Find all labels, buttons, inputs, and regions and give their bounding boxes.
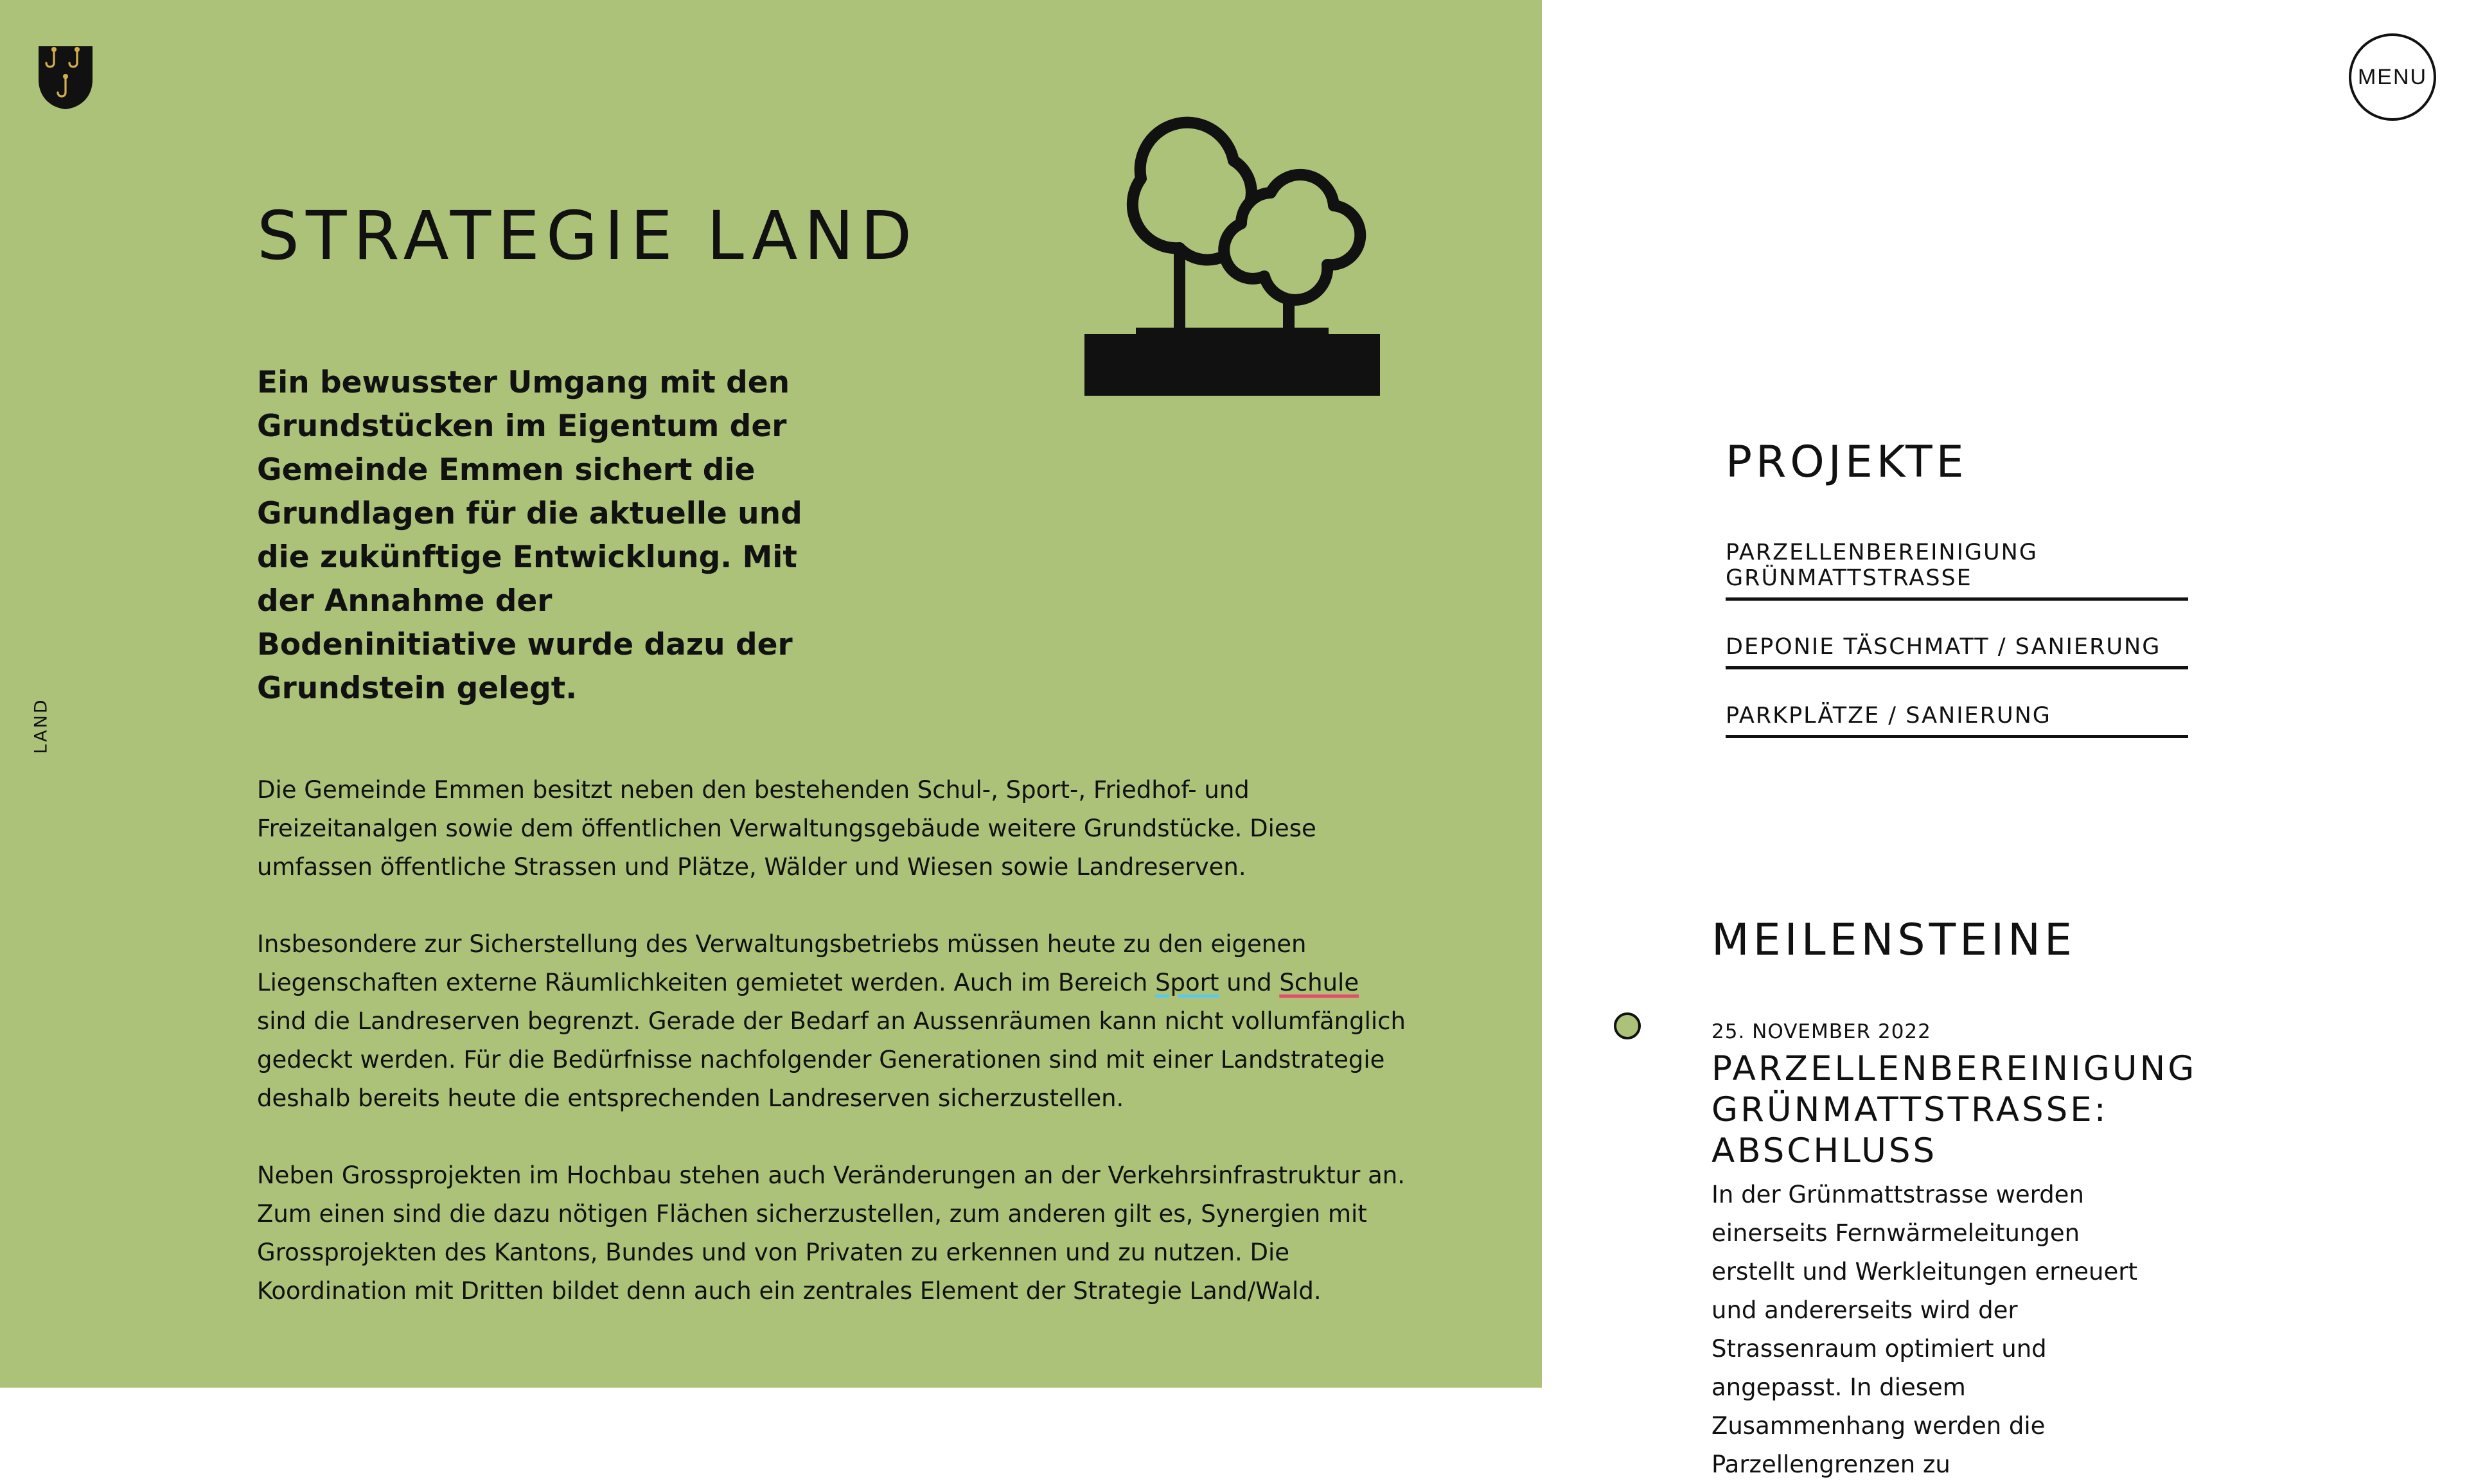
project-link-deponie[interactable]: [1726, 634, 2188, 669]
project-label: GRÜNMATTSTRASSE: [1726, 565, 1972, 591]
milestone-title[interactable]: PARZELLENBEREINIGUNG GRÜNMATTSTRASSE: ABSCHLUSS: [1711, 1049, 2197, 1170]
milestone-text: In der Grünmattstrasse werden einerseits Fernwärmeleitungen erstellt und Werkleitungen erneuert und andererseits wird der Strassenraum optimiert und angepasst. In diesem Zusammenhang werden die Parzellengrenzen zu: [1711, 1181, 2137, 1478]
project-label: PARKPLÄTZE / SANIERUNG: [1726, 703, 2051, 729]
coat-of-arms-icon[interactable]: [36, 44, 95, 110]
projects-heading: PROJEKTE: [1726, 437, 1968, 488]
milestone-dot-icon: [1614, 1012, 1641, 1039]
paragraph-text: und: [1219, 969, 1280, 996]
page-title: STRATEGIE LAND: [257, 197, 919, 275]
section-label: LAND: [31, 698, 51, 754]
paragraph: Neben Grossprojekten im Hochbau stehen auch Veränderungen an der Verkehrsinfrastruktur an. Zum einen sind die dazu nötigen Flächen sicherzustellen, zum anderen gilt es, Synergien mit Grossprojekten des Kantons, Bundes und von Privaten zu erkennen und zu nutzen. Die Koordination mit Dritten bildet denn auch ein zentrales Element der Strategie Land/Wald.: [257, 1162, 1406, 1305]
lead-text: Ein bewusster Umgang mit den Grundstücken im Eigentum der Gemeinde Emmen sichert die Grundlagen für die aktuelle und die zukünftige Entwicklung. Mit der Annahme der Bodeninitiative wurde dazu der Grundstein gelegt.: [257, 365, 802, 706]
project-label: DEPONIE TÄSCHMATT / SANIERUNG: [1726, 634, 2161, 660]
project-label: PARZELLENBEREINIGUNG: [1726, 540, 2038, 565]
body-text: [257, 771, 1413, 1349]
milestones-heading: MEILENSTEINE: [1711, 915, 2076, 966]
project-list: [1726, 540, 2188, 772]
paragraph-text: Insbesondere zur Sicherstellung des Verwaltungsbetriebs müssen heute zu den eigenen Liegenschaften externe Räumlichkeiten gemietet werden. Auch im Bereich: [257, 930, 1307, 996]
trees-icon: [1084, 96, 1380, 396]
milestone-date: 25. NOVEMBER 2022: [1711, 1020, 1931, 1043]
sidebar: [1542, 0, 2467, 1478]
project-link-parzellenbereinigung[interactable]: [1726, 540, 2188, 601]
sport-link[interactable]: Sport: [1155, 969, 1219, 996]
menu-button[interactable]: MENU: [2349, 33, 2436, 121]
paragraph-text: sind die Landreserven begrenzt. Gerade der Bedarf an Aussenräumen kann nicht vollumfänglich gedeckt werden. Für die Bedürfnisse nachfolgender Generationen sind mit einer Landstrategie deshalb bereits heute die entsprechenden Landreserven sicherzustellen.: [257, 1007, 1406, 1112]
schule-link[interactable]: Schule: [1279, 969, 1359, 996]
paragraph: Die Gemeinde Emmen besitzt neben den bestehenden Schul-, Sport-, Friedhof- und Freizeitanalgen sowie dem öffentlichen Verwaltungsgebäude weitere Grundstücke. Diese umfassen öffentliche Strassen und Plätze, Wälder und Wiesen sowie Landreserven.: [257, 776, 1316, 881]
project-link-parkplaetze[interactable]: [1726, 703, 2188, 738]
paragraph: [257, 925, 1413, 1118]
